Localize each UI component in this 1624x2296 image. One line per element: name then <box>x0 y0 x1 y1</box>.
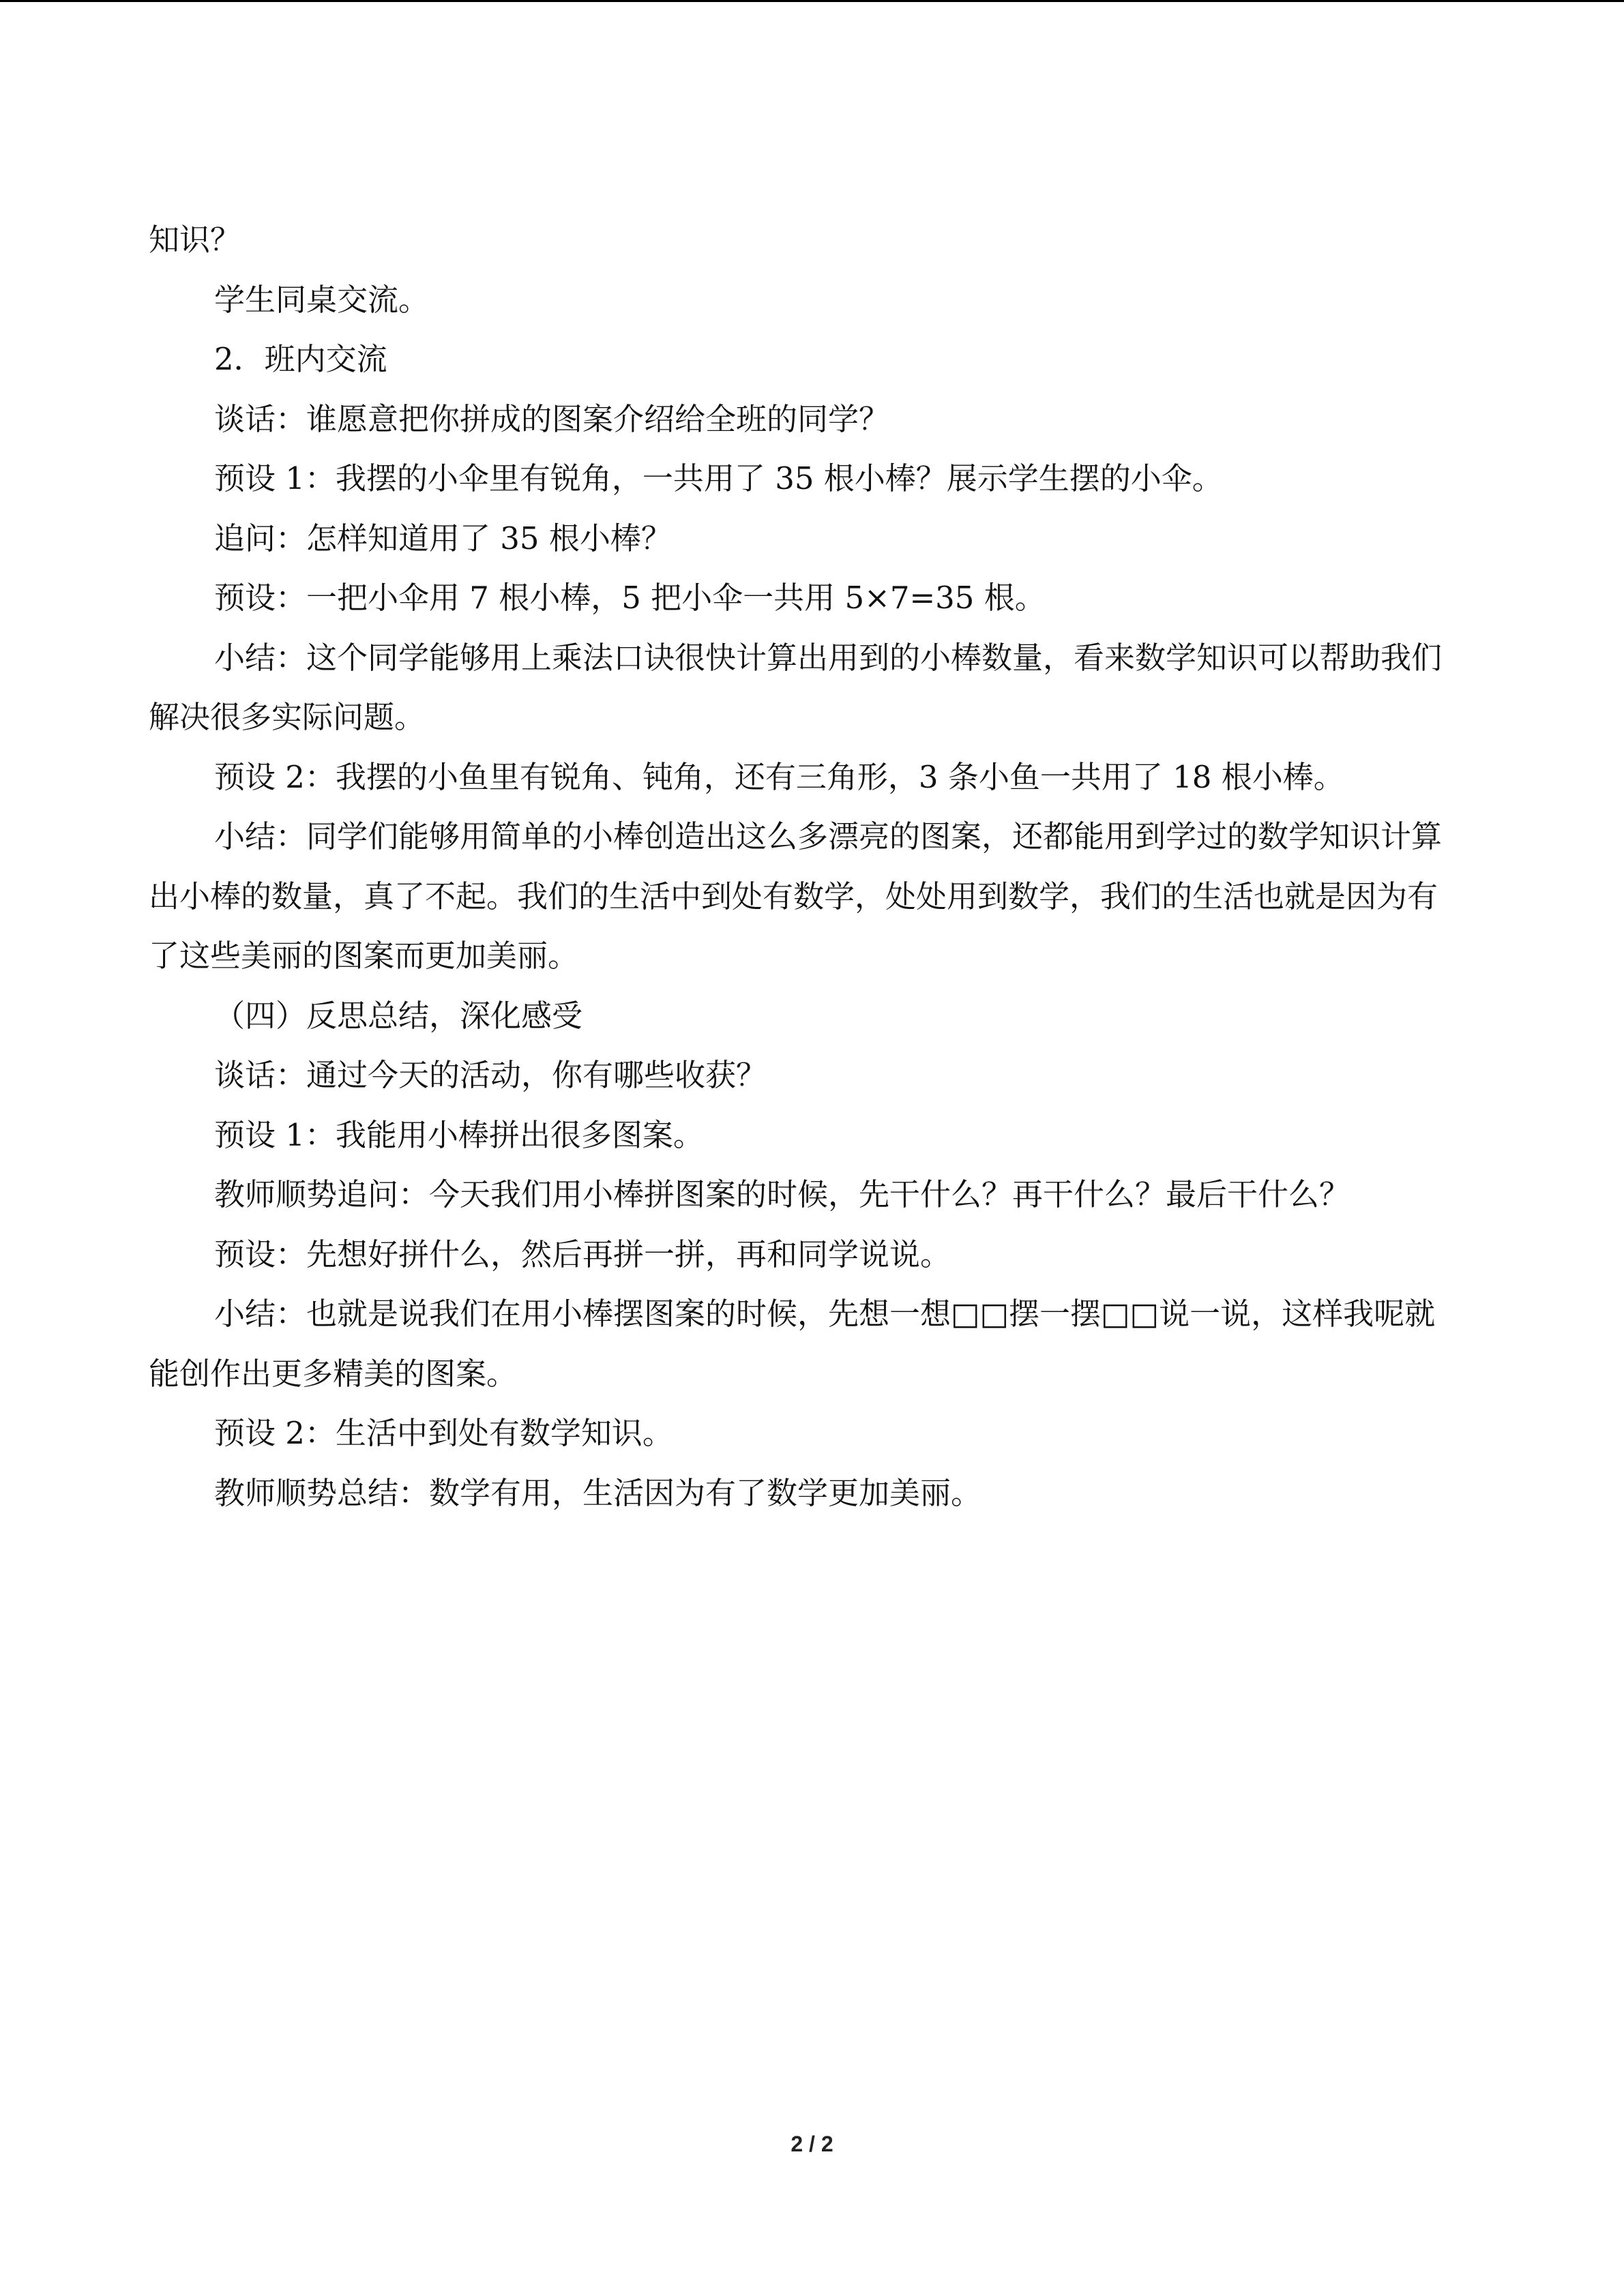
paragraph: 追问：怎样知道用了 35 根小棒？ <box>214 520 672 556</box>
section-heading: 2．班内交流 <box>214 341 387 377</box>
paragraph: 预设 1：我能用小棒拼出很多图案。 <box>214 1116 704 1153</box>
paragraph: 谈话：谁愿意把你拼成的图案介绍给全班的同学？ <box>214 400 890 437</box>
paragraph: 小结：这个同学能够用上乘法口诀很快计算出用到的小棒数量，看来数学知识可以帮助我们解决很多实际问题。 <box>149 639 1443 735</box>
paragraph: 预设 2：生活中到处有数学知识。 <box>214 1415 673 1451</box>
paragraph: 小结：同学们能够用简单的小棒创造出这么多漂亮的图案，还都能用到学过的数学知识计算出小棒的数量，真了不起。我们的生活中到处有数学，处处用到数学，我们的生活也就是因为有了这些美丽的图案而更加美丽。 <box>149 818 1443 974</box>
page-number: 2 / 2 <box>791 2132 833 2156</box>
paragraph: 预设：一把小伞用 7 根小棒，5 把小伞一共用 5×7=35 根。 <box>214 580 1046 616</box>
paragraph: 教师顺势追问：今天我们用小棒拼图案的时候，先干什么？再干什么？最后干什么？ <box>214 1176 1350 1212</box>
paragraph: 教师顺势总结：数学有用，生活因为有了数学更加美丽。 <box>214 1474 982 1511</box>
paragraph: 预设：先想好拼什么，然后再拼一拼，再和同学说说。 <box>214 1236 951 1272</box>
paragraph: 谈话：通过今天的活动，你有哪些收获？ <box>214 1057 767 1093</box>
section-heading: （四）反思总结，深化感受 <box>214 997 583 1034</box>
paragraph: 学生同桌交流。 <box>214 281 430 318</box>
paragraph: 预设 1：我摆的小伞里有锐角，一共用了 35 根小棒？展示学生摆的小伞。 <box>214 460 1223 496</box>
paragraph: 预设 2：我摆的小鱼里有锐角、钝角，还有三角形，3 条小鱼一共用了 18 根小棒。 <box>214 758 1344 795</box>
top-border-line <box>0 0 1624 2</box>
paragraph: 小结：也就是说我们在用小棒摆图案的时候，先想一想□□摆一摆□□说一说，这样我呢就能创作出更多精美的图案。 <box>149 1296 1436 1392</box>
document-body <box>149 210 1458 1523</box>
paragraph-continuation: 知识？ <box>149 222 241 258</box>
